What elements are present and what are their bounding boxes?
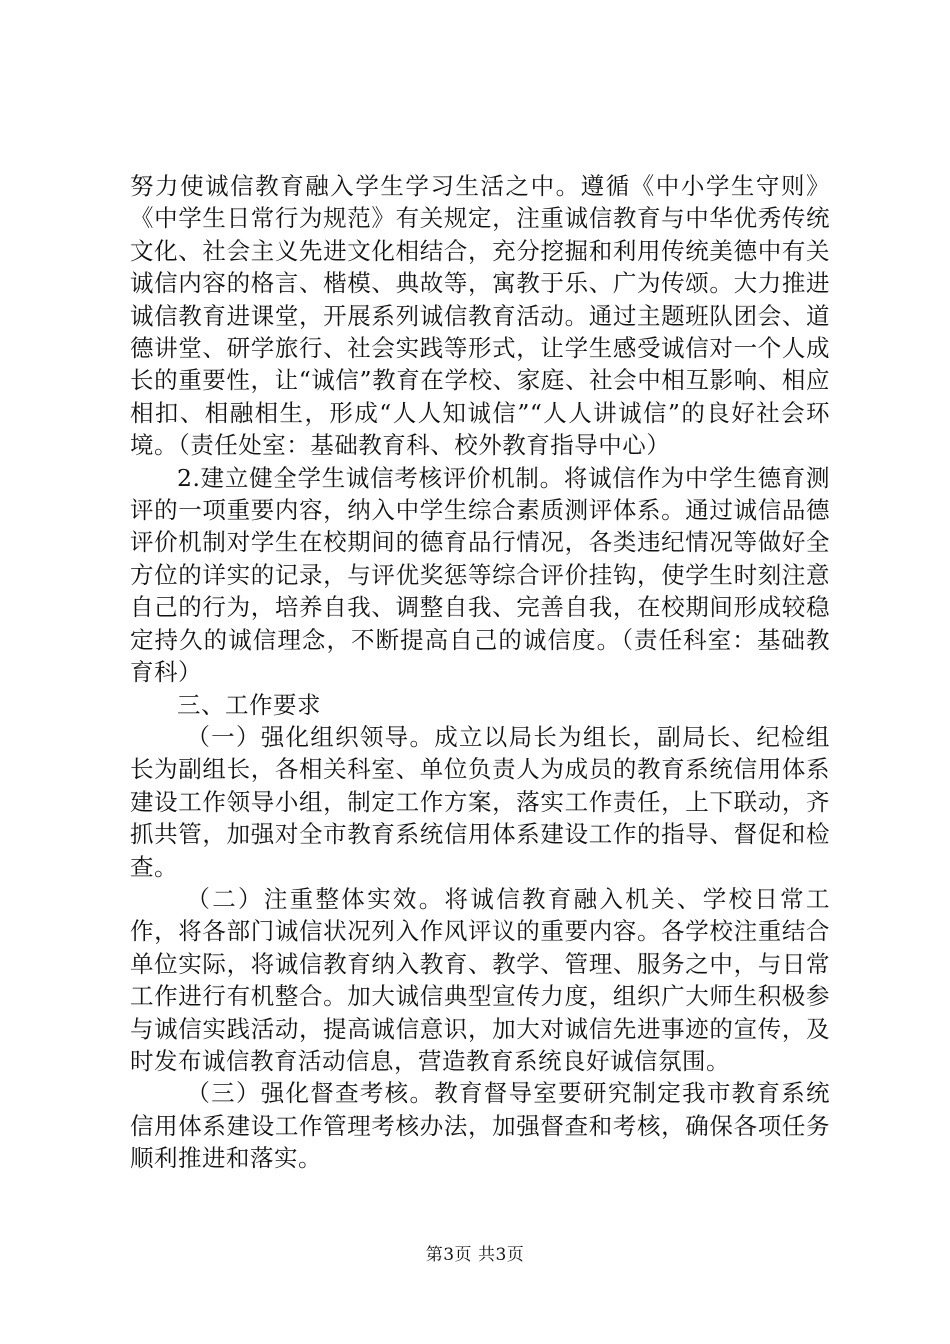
paragraph-overall-effectiveness: （二）注重整体实效。将诚信教育融入机关、学校日常工作，将各部门诚信状况列入作风评议的重要内容。各学校注重结合单位实际，将诚信教育纳入教育、教学、管理、服务之中，与日常工作进行有机整合。加大诚信典型宣传力度，组织广大师生积极参与诚信实践活动，提高诚信意识，加大对诚信先进事迹的宣传，及时发布诚信教育活动信息，营造教育系统良好诚信氛围。: [130, 884, 830, 1075]
section-heading-work-requirements: 三、工作要求: [177, 690, 321, 719]
paragraph-honesty-education: 努力使诚信教育融入学生学习生活之中。遵循《中小学生守则》《中学生日常行为规范》有关规定，注重诚信教育与中华优秀传统文化、社会主义先进文化相结合，充分挖掘和利用传统美德中有关诚信内容的格言、楷模、典故等，寓教于乐、广为传颂。大力推进诚信教育进课堂，开展系列诚信教育活动。通过主题班队团会、道德讲堂、研学旅行、社会实践等形式，让学生感受诚信对一个人成长的重要性，让“诚信”教育在学校、家庭、社会中相互影响、相应相扣、相融相生，形成“人人知诚信”“人人讲诚信”的良好社会环境。（责任处室：基础教育科、校外教育指导中心）: [130, 172, 830, 460]
page-number-footer: 第3页 共3页: [425, 1245, 525, 1265]
paragraph-supervision-assessment: （三）强化督查考核。教育督导室要研究制定我市教育系统信用体系建设工作管理考核办法，加强督查和考核，确保各项任务顺利推进和落实。: [130, 1079, 830, 1173]
paragraph-organization-leadership: （一）强化组织领导。成立以局长为组长，副局长、纪检组长为副组长，各相关科室、单位负责人为成员的教育系统信用体系建设工作领导小组，制定工作方案，落实工作责任，上下联动，齐抓共管，加强对全市教育系统信用体系建设工作的指导、督促和检查。: [130, 722, 830, 881]
paragraph-evaluation-mechanism: 2.建立健全学生诚信考核评价机制。将诚信作为中学生德育测评的一项重要内容，纳入中学生综合素质测评体系。通过诚信品德评价机制对学生在校期间的德育品行情况，各类违纪情况等做好全方位的详实的记录，与评优奖惩等综合评价挂钩，使学生时刻注意自己的行为，培养自我、调整自我、完善自我，在校期间形成较稳定持久的诚信理念，不断提高自己的诚信度。（责任科室：基础教育科）: [130, 463, 830, 687]
document-body: [130, 170, 830, 1175]
